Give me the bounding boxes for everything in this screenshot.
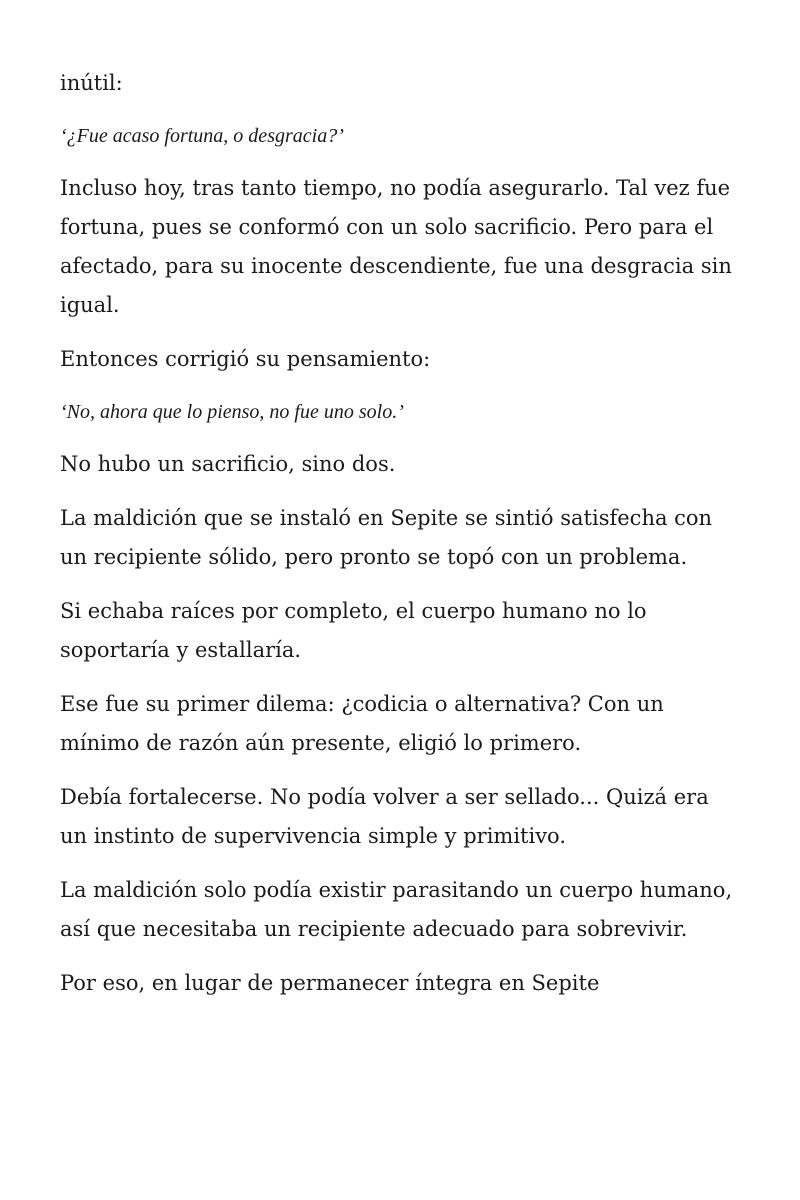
paragraph: La maldición que se instaló en Sepite se sintió satisfecha con un recipiente sólido, pero pronto se topó con un problema. xyxy=(60,506,713,569)
italic-thought-quote: ‘¿Fue acaso fortuna, o desgracia?’ xyxy=(60,125,344,147)
paragraph: La maldición solo podía existir parasitando un cuerpo humano, así que necesitaba un recipiente adecuado para sobrevivir. xyxy=(60,878,733,941)
paragraph: Si echaba raíces por completo, el cuerpo humano no lo soportaría y estallaría. xyxy=(60,599,647,662)
paragraph-truncated: Por eso, en lugar de permanecer íntegra en Sepite xyxy=(60,971,600,995)
paragraph: Debía fortalecerse. No podía volver a ser sellado... Quizá era un instinto de supervivencia simple y primitivo. xyxy=(60,785,709,848)
paragraph: Incluso hoy, tras tanto tiempo, no podía asegurarlo. Tal vez fue fortuna, pues se conformó con un solo sacrificio. Pero para el afectado, para su inocente descendiente, fue una desgracia sin igual. xyxy=(60,176,732,317)
paragraph: Entonces corrigió su pensamiento: xyxy=(60,347,431,371)
paragraph: No hubo un sacrificio, sino dos. xyxy=(60,452,396,476)
italic-thought-quote: ‘No, ahora que lo pienso, no fue uno solo.’ xyxy=(60,401,404,423)
page-body xyxy=(60,64,740,1018)
paragraph: Ese fue su primer dilema: ¿codicia o alternativa? Con un mínimo de razón aún presente, eligió lo primero. xyxy=(60,692,664,755)
paragraph-continuation: inútil: xyxy=(60,71,123,95)
